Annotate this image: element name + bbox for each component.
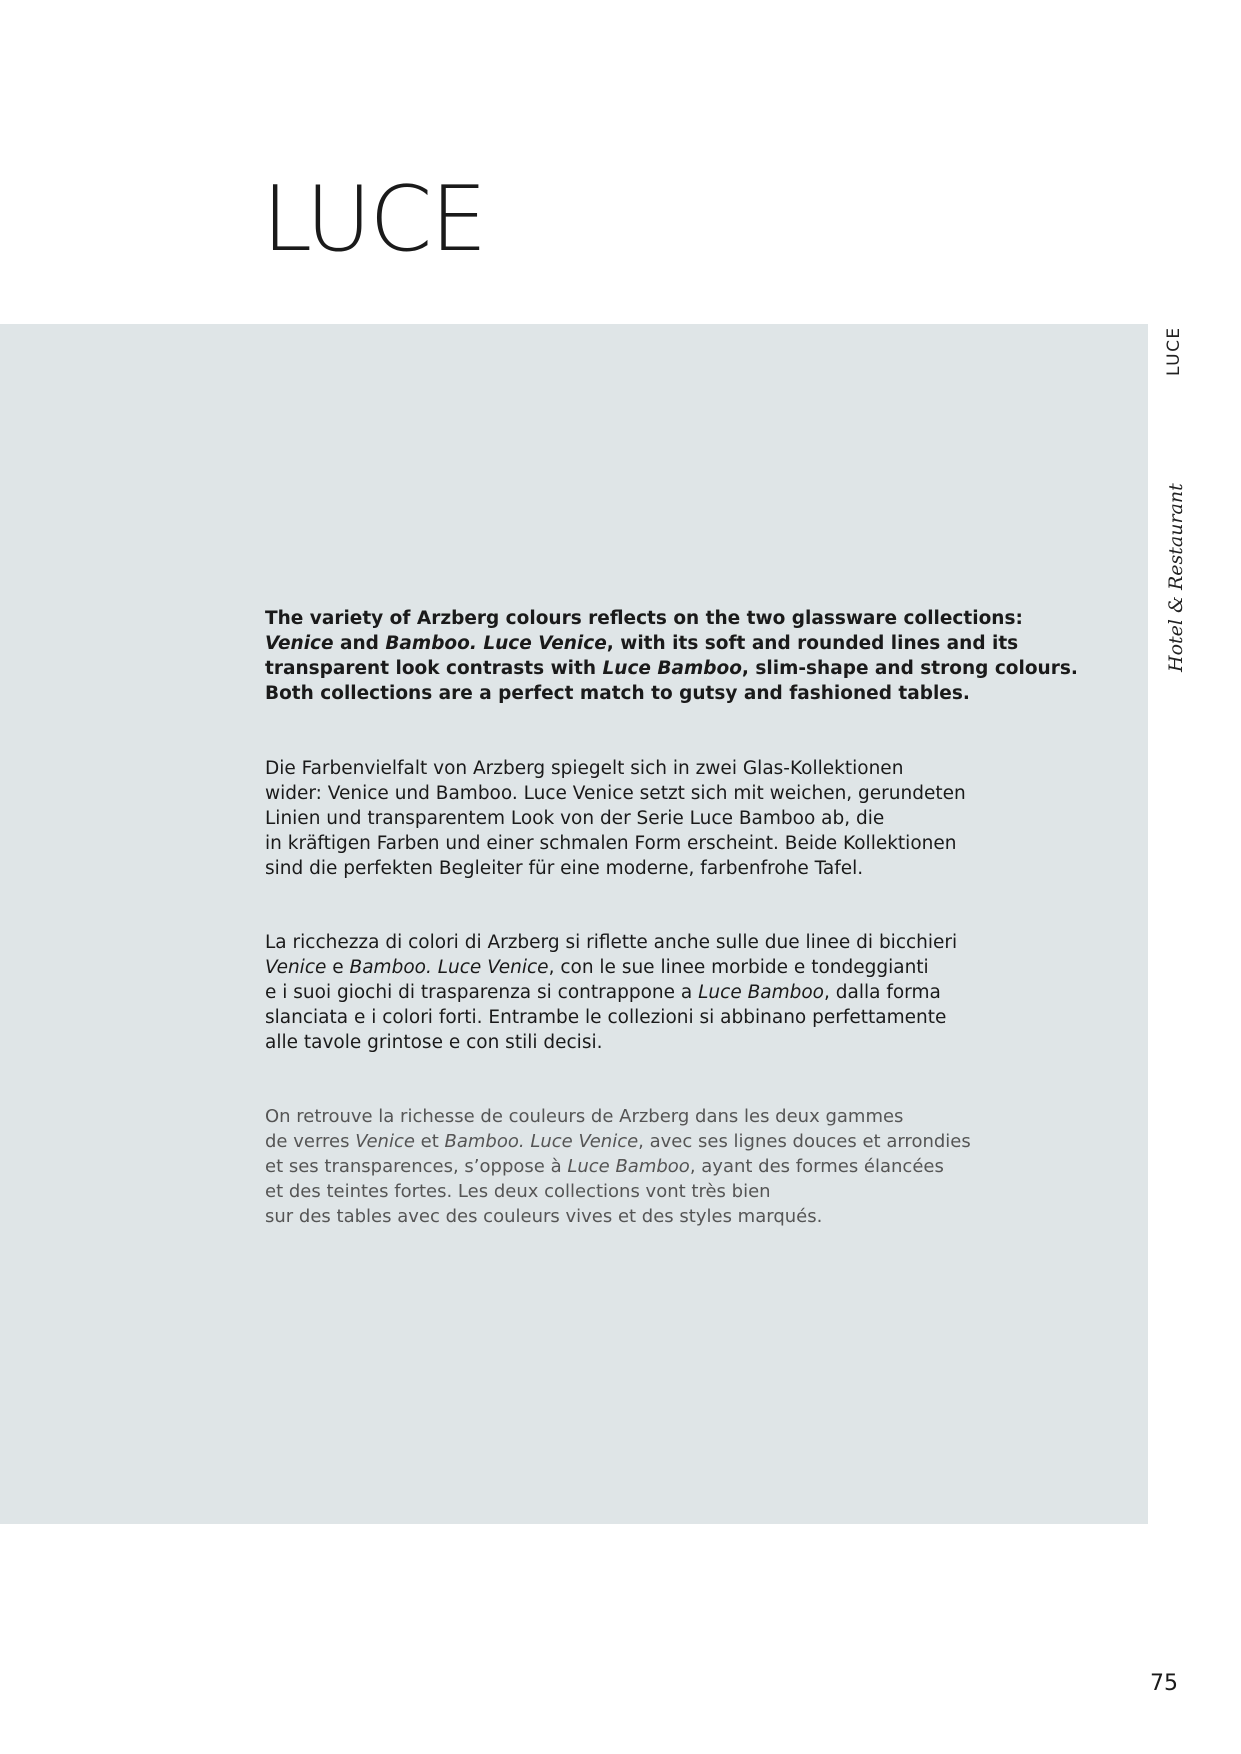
side-category-label: Hotel & Restaurant bbox=[1165, 483, 1187, 672]
emphasis: Venice bbox=[265, 633, 334, 654]
emphasis: Venice bbox=[355, 1131, 415, 1152]
text-line: sur des tables avec des couleurs vives et des styles marqués. bbox=[265, 1206, 823, 1227]
text-line bbox=[265, 1129, 1025, 1154]
content-panel bbox=[0, 324, 1148, 1524]
text-fragment: et ses transparences, s’oppose à bbox=[265, 1156, 568, 1177]
text-line: slanciata e i colori forti. Entrambe le collezioni si abbinano perfettamente bbox=[265, 1007, 947, 1028]
text-line: wider: Venice und Bamboo. Luce Venice setzt sich mit weichen, gerundeten bbox=[265, 783, 966, 804]
paragraph-french bbox=[265, 1104, 1025, 1229]
text-line: Die Farbenvielfalt von Arzberg spiegelt sich in zwei Glas-Kollektionen bbox=[265, 758, 904, 779]
emphasis: Luce Bamboo bbox=[698, 982, 825, 1003]
emphasis: Luce Bamboo bbox=[567, 1156, 690, 1177]
text-line bbox=[265, 656, 1078, 681]
page-number: 75 bbox=[1150, 1671, 1178, 1696]
text-fragment: et bbox=[414, 1131, 445, 1152]
text-line: On retrouve la richesse de couleurs de Arzberg dans les deux gammes bbox=[265, 1106, 904, 1127]
text-line: alle tavole grintose e con stili decisi. bbox=[265, 1032, 603, 1053]
text-line bbox=[265, 631, 1025, 656]
text-fragment: de verres bbox=[265, 1131, 356, 1152]
text-line bbox=[265, 955, 1025, 980]
text-fragment: , dalla forma bbox=[824, 982, 941, 1003]
text-line: Linien und transparentem Look von der Serie Luce Bamboo ab, die bbox=[265, 808, 885, 829]
text-line: The variety of Arzberg colours reflects on the two glassware collections: bbox=[265, 608, 1023, 629]
text-fragment: , slim-shape and strong colours. bbox=[741, 658, 1078, 679]
text-fragment: transparent look contrasts with bbox=[265, 658, 603, 679]
text-fragment: e bbox=[326, 957, 350, 978]
text-line: in kräftigen Farben und einer schmalen Form erscheint. Beide Kollektionen bbox=[265, 833, 957, 854]
text-fragment: , with its soft and rounded lines and its bbox=[606, 633, 1019, 654]
text-fragment: and bbox=[333, 633, 386, 654]
emphasis: Bamboo. Luce Venice bbox=[385, 633, 607, 654]
emphasis: Venice bbox=[265, 957, 327, 978]
paragraph-german bbox=[265, 756, 1025, 881]
text-line bbox=[265, 980, 1025, 1005]
emphasis: Bamboo. Luce Venice bbox=[349, 957, 549, 978]
paragraph-italian bbox=[265, 930, 1025, 1055]
text-fragment: , ayant des formes élancées bbox=[689, 1156, 944, 1177]
text-line: La ricchezza di colori di Arzberg si riflette anche sulle due linee di bicchieri bbox=[265, 932, 958, 953]
text-line: sind die perfekten Begleiter für eine moderne, farbenfrohe Tafel. bbox=[265, 858, 864, 879]
text-line bbox=[265, 1154, 1025, 1179]
text-fragment: , avec ses lignes douces et arrondies bbox=[638, 1131, 971, 1152]
text-line: Both collections are a perfect match to gutsy and fashioned tables. bbox=[265, 683, 970, 704]
page-title: LUCE bbox=[262, 167, 486, 272]
emphasis: Luce Bamboo bbox=[602, 658, 742, 679]
text-line: et des teintes fortes. Les deux collections vont très bien bbox=[265, 1181, 771, 1202]
text-fragment: , con le sue linee morbide e tondeggianti bbox=[548, 957, 929, 978]
emphasis: Bamboo. Luce Venice bbox=[444, 1131, 639, 1152]
text-fragment: e i suoi giochi di trasparenza si contrappone a bbox=[265, 982, 699, 1003]
side-section-label: LUCE bbox=[1164, 326, 1184, 376]
paragraph-english bbox=[265, 606, 1078, 706]
